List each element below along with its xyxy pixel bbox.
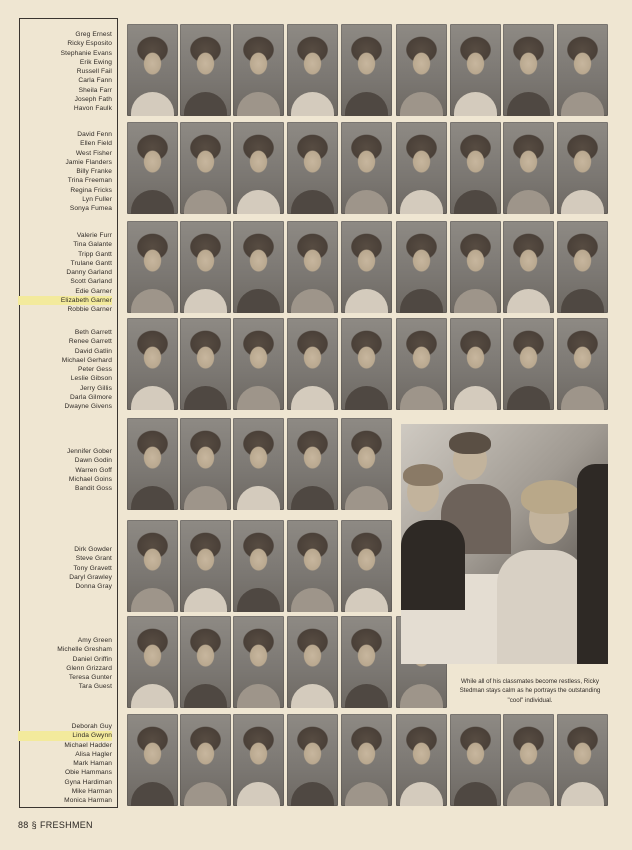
student-name: Bandit Goss [74, 485, 112, 493]
student-portrait [127, 318, 178, 410]
student-name: Teresa Gunter [68, 674, 112, 682]
student-name: Joseph Fath [74, 96, 112, 104]
student-name: Robbie Garner [67, 306, 112, 314]
candid-shirt-left [401, 520, 465, 610]
student-portrait [341, 418, 392, 510]
student-portrait [127, 122, 178, 214]
name-group [18, 447, 112, 493]
student-name: Russell Fail [76, 68, 112, 76]
photo-caption: While all of his classmates become restless, Ricky Stedman stays calm as he portrays the outstanding "cool" individual. [459, 678, 601, 704]
student-portrait [127, 714, 178, 806]
student-portrait [341, 24, 392, 116]
candid-hair-main [521, 480, 581, 514]
student-name: Amy Green [77, 637, 112, 644]
student-portrait [557, 122, 608, 214]
student-name: Dawn Godin [74, 457, 112, 465]
student-portrait [127, 520, 178, 612]
student-name: Darla Gilmore [70, 394, 112, 402]
student-portrait [233, 221, 284, 313]
student-portrait [396, 221, 447, 313]
student-portrait [287, 714, 338, 806]
student-portrait [396, 24, 447, 116]
student-portrait [503, 24, 554, 116]
student-name: Valerie Furr [76, 232, 112, 239]
student-name: Tripp Gantt [78, 250, 112, 258]
student-name: Leslie Gibson [70, 375, 112, 383]
student-name: Obie Hammans [64, 769, 112, 777]
name-group [18, 636, 112, 692]
student-portrait [180, 221, 231, 313]
student-portrait [341, 221, 392, 313]
candid-shirt-main [497, 550, 587, 664]
student-portrait [557, 318, 608, 410]
student-name: Beth Garrett [74, 329, 112, 336]
student-portrait [341, 520, 392, 612]
student-name: David Fenn [77, 131, 112, 138]
student-name: Renee Garrett [68, 338, 112, 346]
student-portrait [180, 616, 231, 708]
student-name: Steve Grant [75, 555, 112, 563]
student-name: Daniel Griffin [72, 655, 112, 663]
student-name: Glenn Grizzard [66, 664, 112, 672]
student-name: Mark Haman [73, 760, 112, 768]
student-name: Trina Freeman [67, 177, 112, 185]
student-name: Michelle Gresham [57, 646, 112, 654]
student-portrait [127, 616, 178, 708]
student-portrait [396, 122, 447, 214]
student-portrait [233, 122, 284, 214]
student-name: Danny Garland [66, 269, 112, 277]
student-portrait [233, 520, 284, 612]
student-name: Billy Franke [76, 168, 112, 176]
student-name: Edie Garner [75, 287, 112, 295]
student-name: Dirk Gowder [74, 546, 112, 553]
student-name: Greg Ernest [75, 31, 112, 38]
student-portrait [450, 221, 501, 313]
student-portrait [287, 221, 338, 313]
student-name: Regina Fricks [70, 186, 112, 194]
student-name: Gyna Hardiman [64, 778, 112, 786]
student-name: West Fisher [75, 149, 112, 157]
student-portrait [287, 318, 338, 410]
student-portrait [450, 714, 501, 806]
student-portrait [396, 318, 447, 410]
student-name: Jamie Flanders [65, 158, 112, 166]
student-portrait [503, 122, 554, 214]
student-name: Havon Faulk [73, 105, 112, 113]
student-name: Erik Ewing [79, 58, 112, 66]
student-name: Elizabeth Garner [18, 296, 112, 305]
student-portrait [503, 221, 554, 313]
student-name: Donna Gray [75, 583, 112, 591]
student-name: Jennifer Gober [66, 448, 112, 455]
student-portrait [127, 24, 178, 116]
candid-hair-left [403, 464, 443, 486]
student-portrait [341, 318, 392, 410]
student-name: Deborah Guy [71, 723, 112, 730]
section-symbol: § [31, 820, 37, 830]
student-portrait [180, 122, 231, 214]
student-portrait [287, 24, 338, 116]
student-portrait [233, 418, 284, 510]
name-group [18, 722, 112, 806]
student-portrait [450, 318, 501, 410]
student-name: Scott Garland [70, 278, 112, 286]
candid-photo [401, 424, 608, 664]
student-name: Michael Hadder [64, 741, 112, 749]
student-portrait [233, 714, 284, 806]
page-number: 88 [18, 820, 29, 830]
student-portrait [557, 24, 608, 116]
student-portrait [287, 122, 338, 214]
student-name: Ricky Esposito [67, 40, 112, 48]
student-name: Ellen Field [80, 140, 112, 148]
name-group [18, 231, 112, 315]
student-name: Trulane Gantt [70, 259, 112, 267]
student-portrait [287, 616, 338, 708]
student-portrait [180, 318, 231, 410]
student-portrait [287, 520, 338, 612]
student-portrait [341, 616, 392, 708]
student-portrait [450, 122, 501, 214]
student-portrait [287, 418, 338, 510]
student-portrait [127, 418, 178, 510]
student-name: Warren Goff [75, 466, 112, 474]
student-portrait [180, 418, 231, 510]
student-portrait [233, 616, 284, 708]
student-portrait [180, 24, 231, 116]
candid-hair-back [449, 432, 491, 454]
name-group [18, 130, 112, 214]
student-portrait [233, 318, 284, 410]
student-portrait [450, 24, 501, 116]
student-name: Linda Gwynn [18, 731, 112, 740]
student-portrait [341, 122, 392, 214]
student-name: Tony Gravett [73, 564, 112, 572]
student-name: Lyn Fuller [82, 196, 112, 204]
student-portrait [180, 520, 231, 612]
student-portrait [503, 714, 554, 806]
student-name: Sheila Farr [78, 86, 112, 94]
name-group [18, 545, 112, 591]
page-folio [18, 820, 93, 830]
student-portrait [341, 714, 392, 806]
student-portrait [557, 221, 608, 313]
student-portrait [233, 24, 284, 116]
student-name: Tara Guest [78, 683, 112, 691]
student-name: Carla Fann [78, 77, 112, 85]
student-name: Michael Gerhard [61, 356, 112, 364]
student-name: Daryl Grawley [69, 573, 112, 581]
student-name: Michael Goins [68, 475, 112, 483]
student-name: Dwayne Givens [64, 403, 112, 411]
student-name: Jerry Gillis [80, 384, 112, 392]
student-name: Mike Harman [71, 788, 112, 796]
student-portrait [180, 714, 231, 806]
student-name: Peter Gess [78, 366, 112, 374]
student-name: Sonya Fumea [69, 205, 112, 213]
student-name: Stephanie Evans [60, 49, 112, 57]
candid-figure-right [577, 464, 608, 664]
section-title: FRESHMEN [39, 820, 93, 830]
name-group [18, 328, 112, 412]
name-group [18, 30, 112, 114]
student-name: Monica Harman [64, 797, 112, 805]
student-portrait [557, 714, 608, 806]
student-portrait [503, 318, 554, 410]
student-name: Tina Galante [73, 241, 112, 249]
student-portrait [127, 221, 178, 313]
student-name: Alisa Hagler [75, 750, 112, 758]
student-name: David Gatlin [74, 347, 112, 355]
student-portrait [396, 714, 447, 806]
